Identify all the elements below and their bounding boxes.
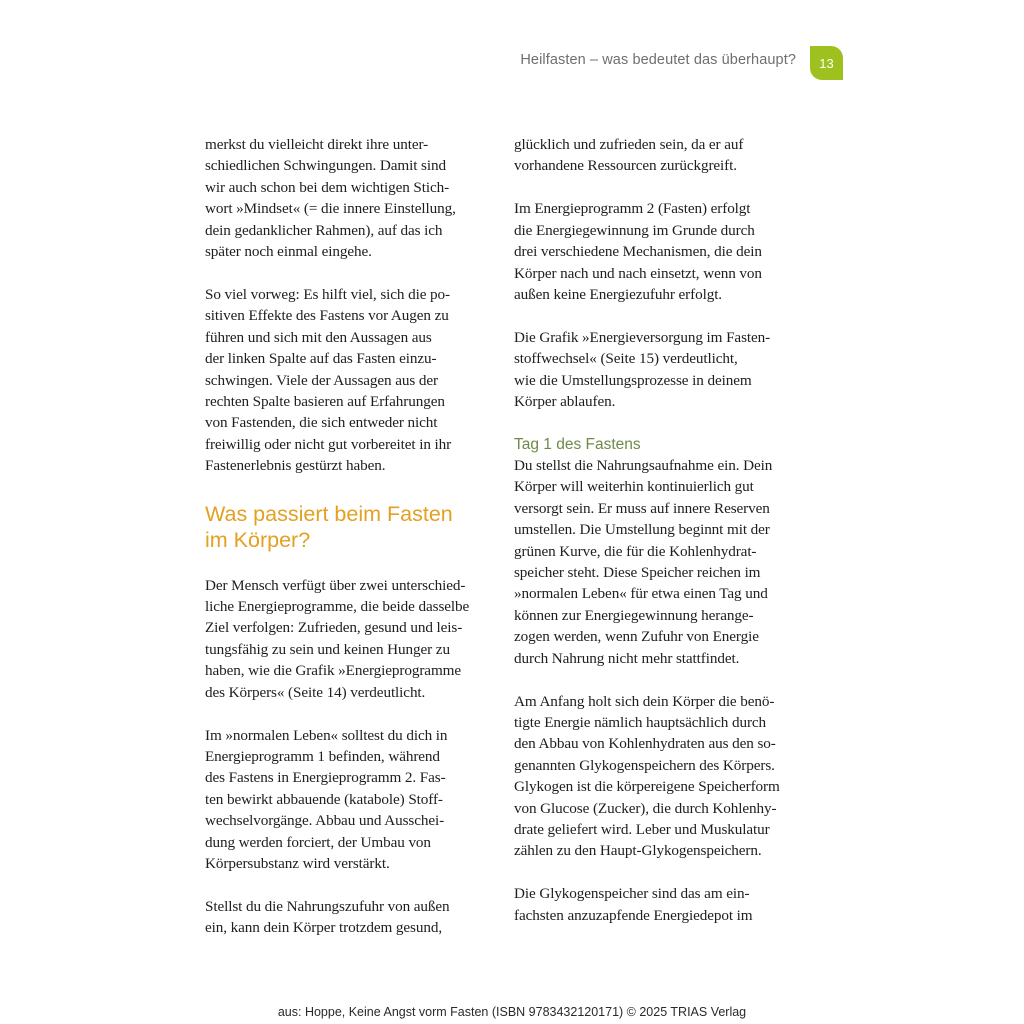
right-paragraph-4: Du stellst die Nahrungsaufnahme ein. Dein Körper will weiterhin kontinuierlich gut versorgt sein. Er muss auf innere Reserven umstellen. Die Umstellung beginnt mit der grünen Kurve, die für die Kohlenhydrat- speicher steht. Diese Speicher reichen im »normalen Leben« für etwa einen Tag und können zur Energiegewinnung herange- zogen werden, wenn Zufuhr von Energie durch Nahrung nicht mehr stattfindet. [514,456,773,667]
left-column [205,134,497,960]
left-paragraph-5: Stellst du die Nahrungszufuhr von außen ein, kann dein Körper trotzdem gesund, [205,897,450,937]
left-paragraph-1: merkst du vielleicht direkt ihre unter- schiedlichen Schwingungen. Damit sind wir auch schon bei dem wichtigen Stich- wort »Mindset« (= die innere Einstellung, dein gedanklicher Rahmen), auf das ich später noch einmal eingehe. [205,136,456,261]
left-paragraph-3: Der Mensch verfügt über zwei unterschied- liche Energieprogramme, die beide dasselbe Ziel verfolgen: Zufrieden, gesund und leis- tungsfähig zu sein und keinen Hunger zu haben, wie die Grafik »Energieprogramme des Körpers« (Seite 14) verdeutlicht. [205,576,470,701]
left-paragraph-2: So viel vorweg: Es hilft viel, sich die po- sitiven Effekte des Fastens vor Augen zu führen und sich mit den Aussagen aus der linken Spalte auf das Fasten einzu- schwingen. Viele der Aussagen aus der rechten Spalte basieren auf Erfahrungen von Fastenden, die sich entweder nicht freiwillig oder nicht gut vorbereitet in ihr Fastenerlebnis gestürzt haben. [205,285,452,475]
right-paragraph-3: Die Grafik »Energieversorgung im Fasten- stoffwechsel« (Seite 15) verdeutlicht, wie die Umstellungsprozesse in deinem Körper ablaufen. [514,328,771,411]
section-heading: Was passiert beim Fasten im Körper? [205,501,453,552]
page-number-badge: 13 [810,46,843,80]
right-paragraph-2: Im Energieprogramm 2 (Fasten) erfolgt die Energiegewinnung im Grunde durch drei verschiedene Mechanismen, die dein Körper nach und nach einsetzt, wenn von außen keine Energiezufuhr erfolgt. [514,200,762,303]
left-paragraph-4: Im »normalen Leben« solltest du dich in Energieprogramm 1 befinden, während des Fastens in Energieprogramm 2. Fas- ten bewirkt abbauende (katabole) Stoff- wechselvorgänge. Abbau und Ausschei- dung werden forciert, der Umbau von Körpersubstanz wird verstärkt. [205,726,448,872]
right-paragraph-1: glücklich und zufrieden sein, da er auf vorhandene Ressourcen zurückgreift. [514,136,744,175]
right-column [514,134,806,948]
right-paragraph-5: Am Anfang holt sich dein Körper die benö- tigte Energie nämlich hauptsächlich durch den Abbau von Kohlenhydraten aus den so- genannten Glykogenspeichern des Körpers. Glykogen ist die körpereigene Speicherform von Glucose (Zucker), die durch Kohlenhy- drate geliefert wird. Leber und Muskulatur zählen zu den Haupt-Glykogenspeichern. [514,692,780,860]
right-paragraph-6: Die Glykogenspeicher sind das am ein- fachsten anzuzapfende Energiedepot im [514,885,753,924]
sub-heading: Tag 1 des Fastens [514,435,641,453]
running-title: Heilfasten – was bedeutet das überhaupt? [520,52,796,68]
footer-citation: aus: Hoppe, Keine Angst vorm Fasten (ISBN 9783432120171) © 2025 TRIAS Verlag [277,1005,747,1019]
